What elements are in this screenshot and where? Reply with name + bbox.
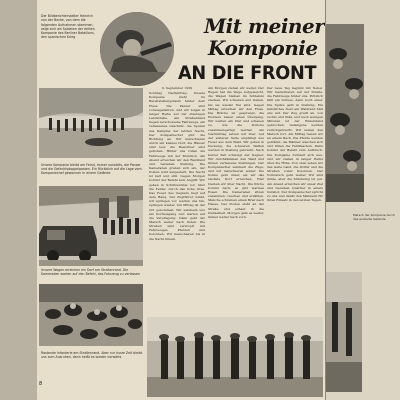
title-line-2: Komponie — [208, 36, 318, 60]
title-line-1: Mit meiner — [204, 14, 325, 38]
photo-right-soldiers — [326, 24, 364, 202]
column-1-text: Sonntag Nachmittag. Unsere Kompanie steht im Bereitstellungsraum hinter dem Fluss. Die Panzer sind vorausgefahren, und wir folgen in langer Reihe auf der staubigen Landstraße. Am Straßenrand liegen zerschossene Fahrzeuge, ein verlassenes Geschütz, die Spuren des Kampfes der letzten Nacht. Der Kompaniechef gibt die Richtung an. Wir marschieren durch ein kleines Dorf, die Häuser sind leer, die Bewohner sind geflohen. Hinter uns rollen die Fahrzeuge mit der Munition. Am Abend erreichen wir den Waldrand und beziehen Stellung. Die Kameraden graben sich ein, der Posten wird aufgestellt. Die Nacht ist kalt und still. Gegen Morgen kommt der Befehl zum Angriff. Wir gehen in Schützenlinie vor, über die Felder, durch das hohe Gras. Das Feuer des Gegners liegt auf dem Hang. Der Zugführer winkt, wir springen vor, werfen uns hin, springen wieder. Um Mittag ist der Ort genommen. Wir sammeln uns am Dorfausgang und warten auf die Verpflegung. Dann geht der Marsch weiter nach Osten. Die Straßen sind verstopft mit Fahrzeugen, Pferden und Kolonnen. Wir marschieren bis in die Nacht hinein. — [149, 91, 205, 241]
article-column-2 — [208, 86, 264, 314]
photo-marching-column — [147, 317, 323, 397]
caption-right: Marsch der Kompanie durch das eroberte Gelände — [353, 213, 396, 221]
caption-photo-3: Rastende Infanterie am Straßenrand. Aber nur kurze Zeit bleibt uns zum Ausruhen, dann heißt es wieder vorwärts — [41, 351, 143, 360]
portrait-photo — [100, 12, 174, 86]
title-line-3: AN DIE FRONT — [178, 62, 317, 84]
column-3-text: Der neue Tag beginnt mit Nebel. Wir marschieren auf der Straße, die Fahrzeuge hinter uns. Plötzlich fällt ein Schuss, dann noch einer. Die Spitze geht in Stellung. Ein feindliches Nest am Waldrand hält uns auf. Der Zug greift an, von rechts und links, und nach wenigen Minuten ist der Widerstand gebrochen. Gefangene werden zurückgebracht. Wir setzen den Marsch fort. Am Mittag rasten wir an einem Bach. Die Pferde werden getränkt, die Männer waschen sich und füllen die Feldflaschen. Dann kommt der Befehl zum Aufbruch. Die Kompanie formiert sich neu, und wir ziehen in langer Reihe über die Höhe. Von oben sehen wir das weite Land, die Dörfer und die Straßen voller Kolonnen. Der Vormarsch geht weiter. Wir sind müde, aber die Stimmung ist gut. Am Abend erreichen wir unser Ziel und beziehen Quartier in einem Gutshof. Der Kompaniechef spricht zu uns und dankt den Männern für ihren Einsatz in den letzten Tagen. — [267, 86, 323, 203]
photo-truck-column — [39, 186, 143, 266]
caption-photo-2: Unsere Wagen erreichen ein Dorf am Straßenrand. Die Kameraden warten auf den Befehl, das Fahrzeug zu verlassen — [41, 268, 140, 277]
page-number: 8 — [39, 381, 43, 387]
photo-right-bottom — [326, 272, 362, 392]
article-column-3 — [267, 86, 323, 314]
top-caption: Der Bildberichterstatter Heinrich von der Becke, von dem die folgenden Aufnahmen stammen, zeigt sich als Soldaten der dritten Kompanie des Berliner Bataillons, den spanischen Krieg — [41, 14, 95, 40]
dateline: 6. September 1939 — [161, 86, 193, 90]
photo-resting-soldiers — [39, 284, 143, 346]
column-2-text: Am Morgen ziehen wir weiter. Der Regen hat die Wege aufgeweicht, die Wagen bleiben im Schlamm stecken. Wir schieben und ziehen, bis sie wieder frei sind. Gegen Mittag erreichen wir den Fluss. Die Brücke ist gesprengt, die Pioniere bauen einen Übergang. Wir warten am Ufer und schauen zu, wie die Pontons zusammengefügt werden. Am Nachmittag setzen wir über. Auf der anderen Seite empfängt uns Feuer aus dem Wald. Wir gehen in Deckung, die schweren Waffen werden in Stellung gebracht. Nach kurzer Zeit schweigt der Gegner. Wir durchkämmen den Wald und finden verlassene Stellungen. Der Kompaniechef sammelt die Züge, und wir marschieren weiter. Die Sonne geht unter, als wir das nächste Dorf erreichen. Hier bleiben wir über Nacht. Die Küche kommt nach, es gibt warmes Essen. Die Kameraden sitzen zusammen, rauchen und erzählen. Manche schreiben einen Brief nach Hause. Der Posten steht an der Straße und schaut in die Dunkelheit. Morgen geht es weiter, immer weiter nach vorn. — [208, 86, 264, 219]
article-column-1 — [149, 86, 205, 314]
photo-marching-field — [39, 88, 143, 158]
caption-photo-1: Unsere Kompanie bleibt am Feind, immer vorwärts, die Panzer und die Gefechtsdoppelposten. Ein Rückblick auf die Lage vom Kompaniechef gewonnen in einem Gelände — [41, 163, 142, 176]
